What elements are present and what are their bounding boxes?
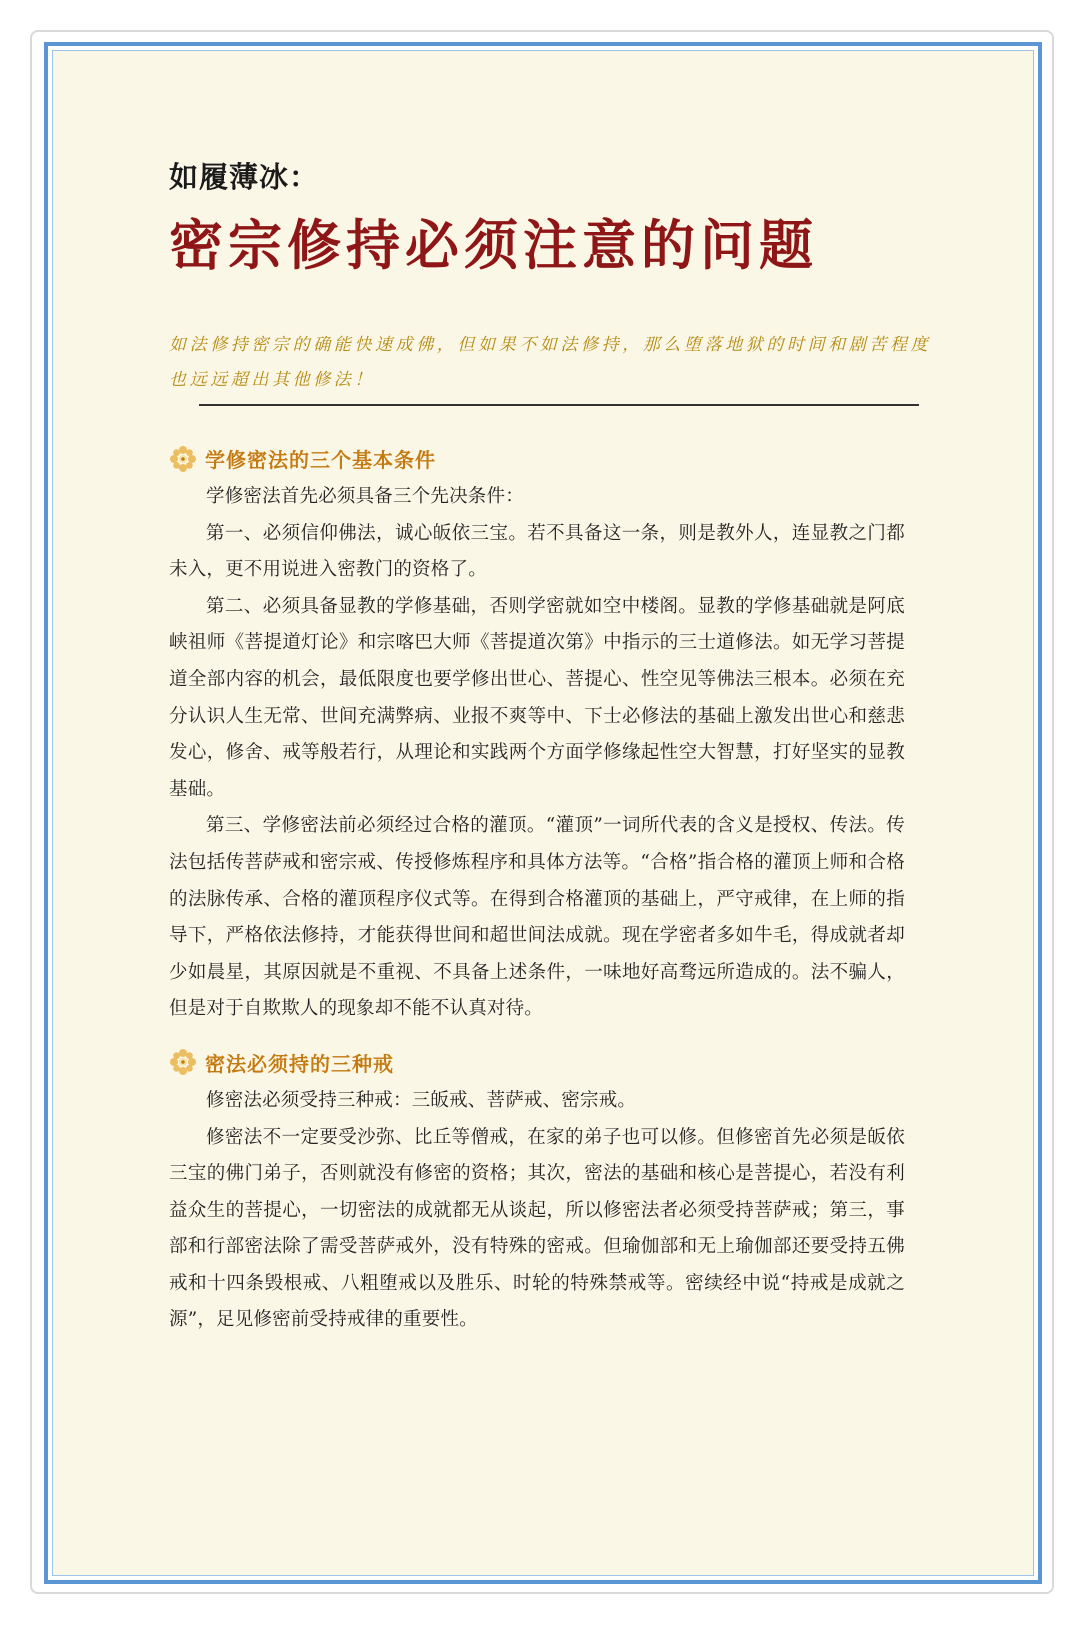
- paragraph: 第二、必须具备显教的学修基础，否则学密就如空中楼阁。显教的学修基础就是阿底峡祖师《菩提道灯论》和宗喀巴大师《菩提道次第》中指示的三士道修法。如无学习菩提道全部内容的机会，最低限度也要学修出世心、菩提心、性空见等佛法三根本。必须在充分认识人生无常、世间充满弊病、业报不爽等中、下士必修法的基础上激发出世心和慈悲发心，修舍、戒等般若行，从理论和实践两个方面学修缘起性空大智慧，打好坚实的显教基础。: [169, 595, 905, 800]
- section-heading-2: [169, 1048, 949, 1077]
- paragraph: 修密法必须受持三种戒：三皈戒、菩萨戒、密宗戒。: [206, 1089, 637, 1111]
- page-title: 密宗修持必须注意的问题: [169, 213, 818, 277]
- section-heading-label: 密法必须持的三种戒: [205, 1051, 394, 1076]
- paragraph: 修密法不一定要受沙弥、比丘等僧戒，在家的弟子也可以修。但修密首先必须是皈依三宝的佛门弟子，否则就没有修密的资格；其次，密法的基础和核心是菩提心，若没有利益众生的菩提心，一切密法的成就都无从谈起，所以修密法者必须受持菩萨戒；第三，事部和行部密法除了需受菩萨戒外，没有特殊的密戒。但瑜伽部和无上瑜伽部还要受持五佛戒和十四条毁根戒、八粗堕戒以及胜乐、时轮的特殊禁戒等。密续经中说“持戒是成就之源”，足见修密前受持戒律的重要性。: [169, 1126, 905, 1331]
- section-body-2: [169, 1083, 905, 1339]
- paragraph: 第三、学修密法前必须经过合格的灌顶。“灌顶”一词所代表的含义是授权、传法。传法包括传菩萨戒和密宗戒、传授修炼程序和具体方法等。“合格”指合格的灌顶上师和合格的法脉传承、合格的灌顶程序仪式等。在得到合格灌顶的基础上，严守戒律，在上师的指导下，严格依法修持，才能获得世间和超世间法成就。现在学密者多如牛毛，得成就者却少如晨星，其原因就是不重视、不具备上述条件，一味地好高骛远所造成的。法不骗人，但是对于自欺欺人的现象却不能不认真对待。: [169, 815, 905, 1020]
- lotus-flower-icon: [169, 1048, 197, 1076]
- title-divider: [199, 404, 919, 406]
- section-body-1: [169, 479, 905, 1028]
- section-heading-1: [169, 444, 949, 473]
- page-blue-border: [44, 42, 1042, 1584]
- paragraph: 学修密法首先必须具备三个先决条件：: [206, 486, 524, 507]
- title-kicker: 如履薄冰：: [169, 160, 320, 194]
- lead-summary: 如法修持密宗的确能快速成佛，但如果不如法修持，那么堕落地狱的时间和剧苦程度也远远超出其他修法！: [169, 335, 932, 390]
- lotus-flower-icon: [169, 445, 197, 473]
- section-heading-label: 学修密法的三个基本条件: [205, 448, 436, 472]
- page-paper: [52, 50, 1034, 1576]
- article: [169, 155, 949, 1339]
- paragraph: 第一、必须信仰佛法，诚心皈依三宝。若不具备这一条，则是教外人，连显教之门都未入，更不用说进入密教门的资格了。: [169, 522, 905, 581]
